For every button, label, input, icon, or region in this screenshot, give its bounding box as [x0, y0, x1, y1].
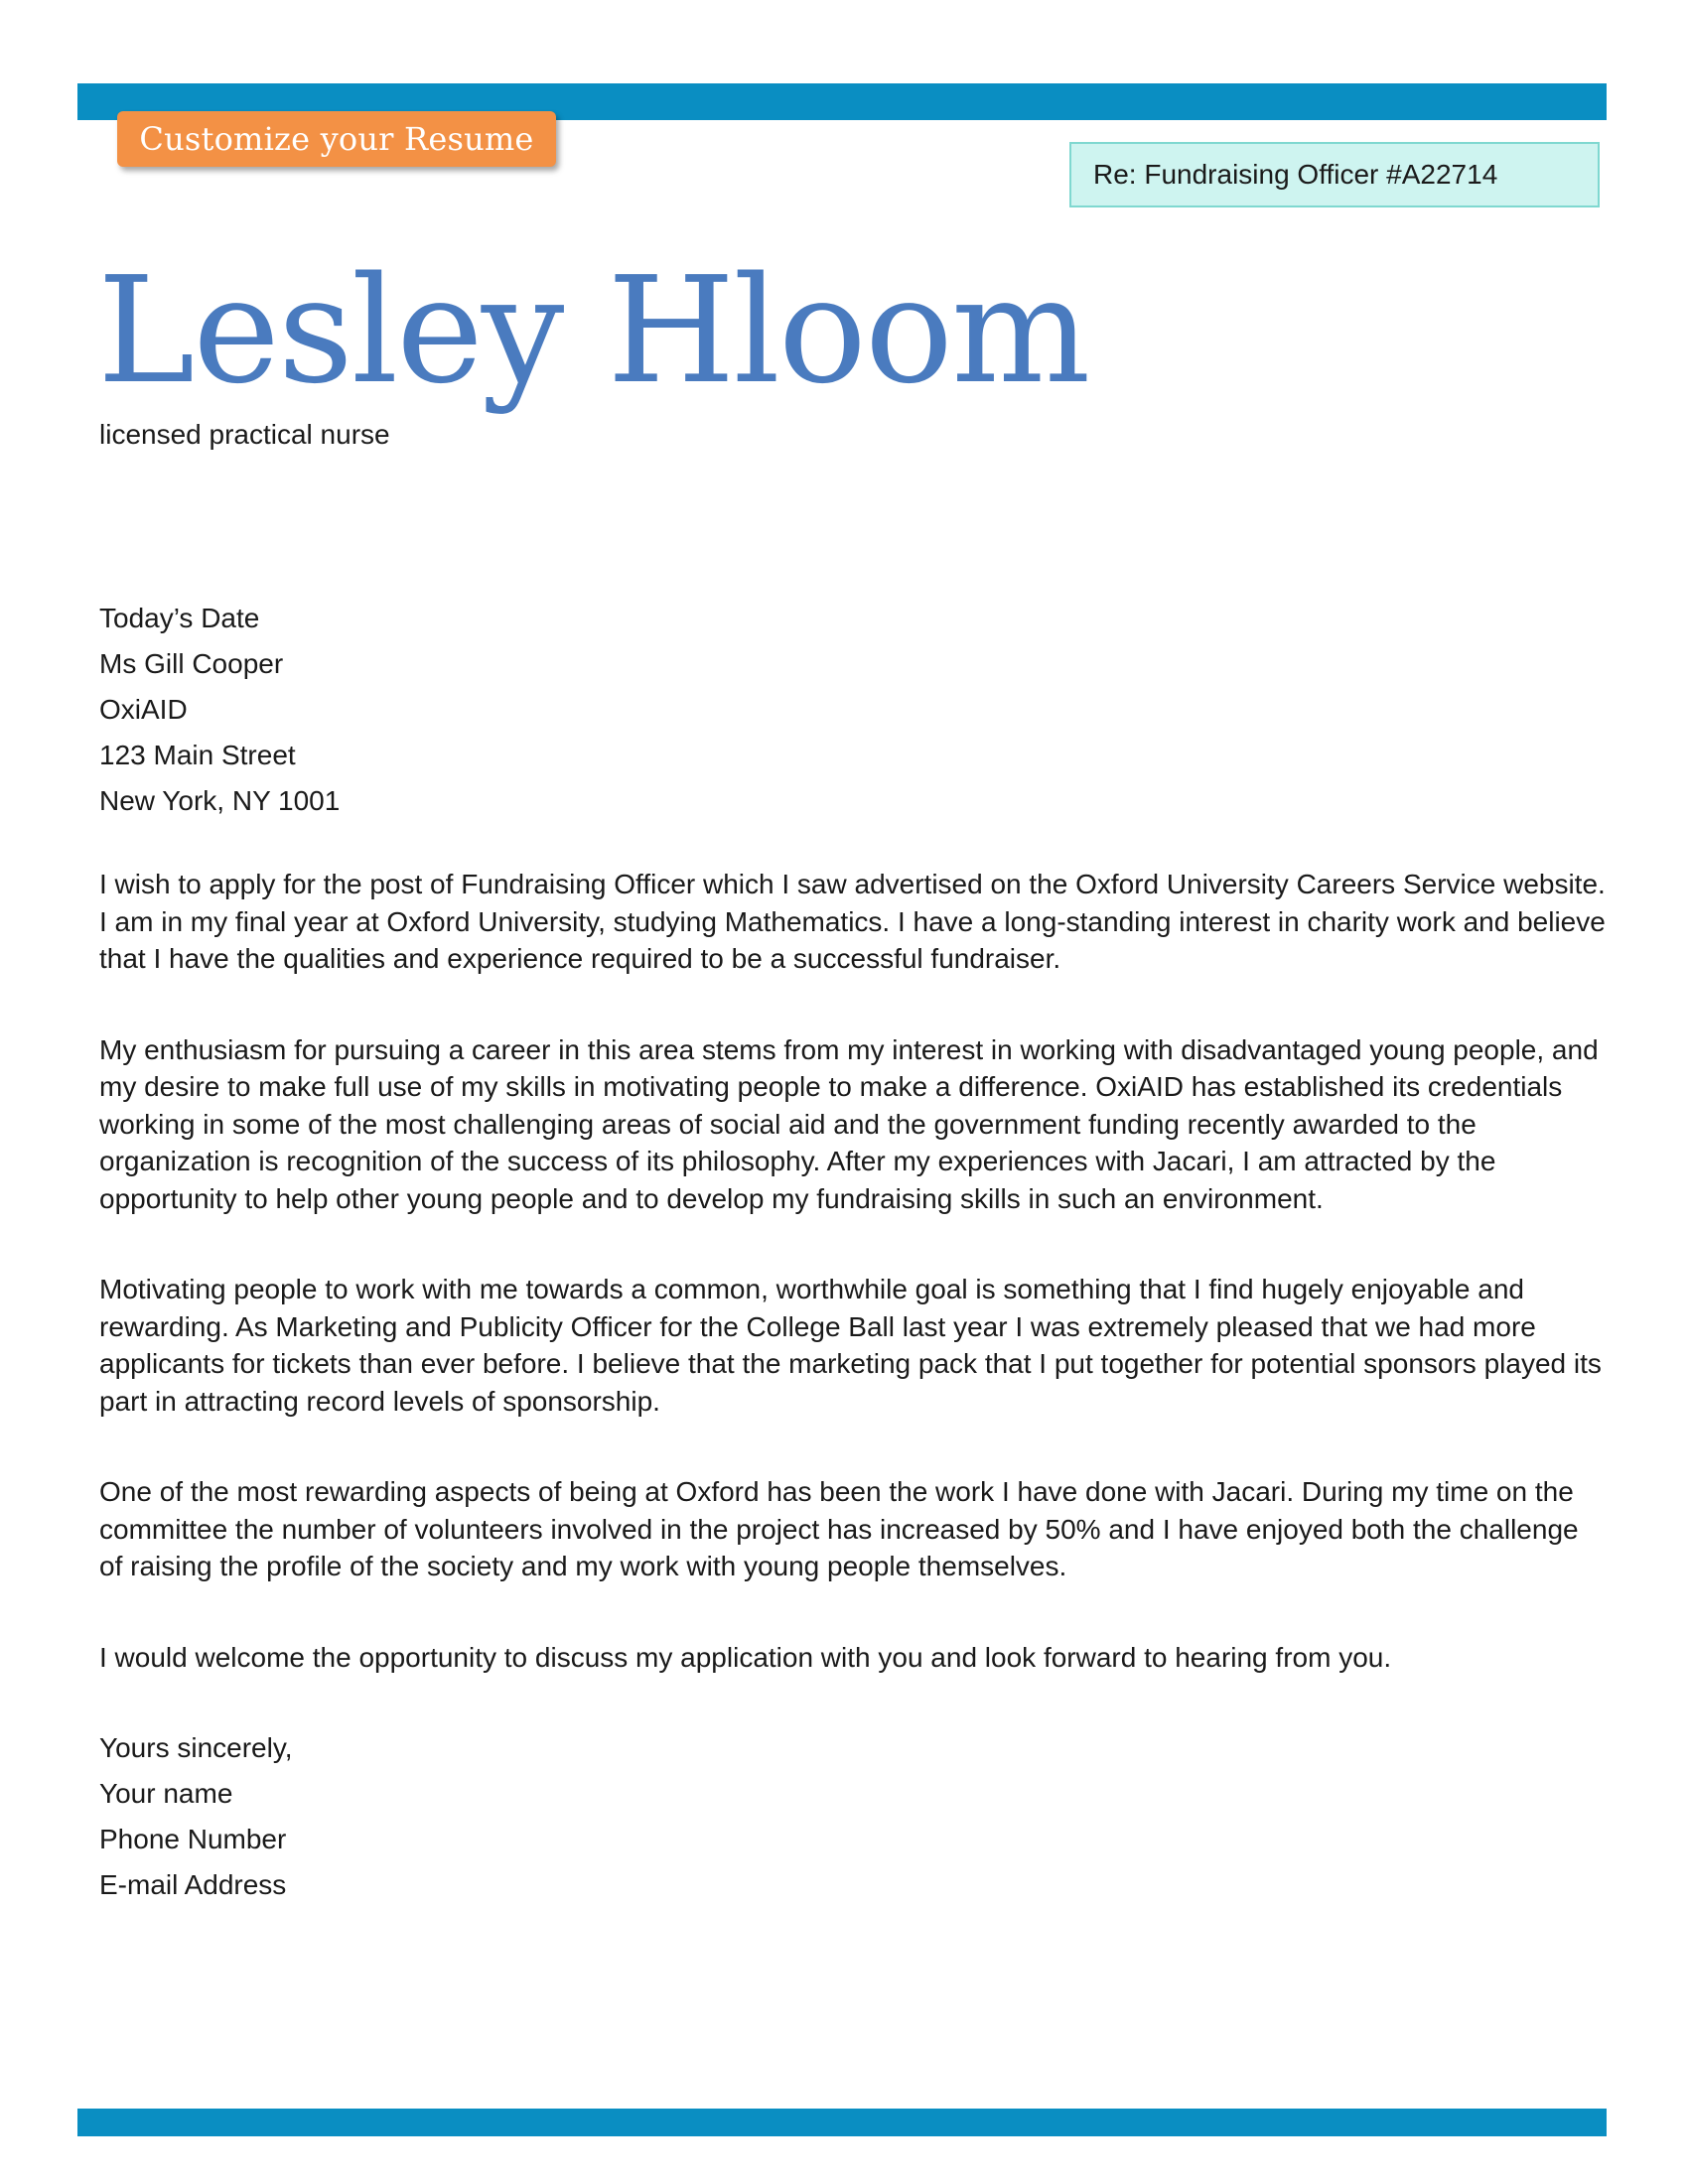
recipient-address-block: [99, 596, 340, 824]
closing-email: E-mail Address: [99, 1869, 287, 1900]
recipient-street: 123 Main Street: [99, 740, 296, 770]
letter-paragraph: One of the most rewarding aspects of being at Oxford has been the work I have done with Jacari. During my time on the committee the number of volunteers involved in the project has increased by 50% and I have enjoyed both the challenge of raising the profile of the society and my work with young people themselves.: [99, 1476, 1579, 1581]
letter-body: [99, 866, 1609, 1676]
recipient-city: New York, NY 1001: [99, 785, 341, 816]
letter-date: Today’s Date: [99, 603, 260, 633]
letter-paragraph: I wish to apply for the post of Fundraising Officer which I saw advertised on the Oxford University Careers Service website. I am in my final year at Oxford University, studying Mathematics. I have a long-standing interest in charity work and believe that I have the qualities and experience required to be a successful fundraiser.: [99, 869, 1606, 974]
letter-paragraph: Motivating people to work with me towards a common, worthwhile goal is something that I find hugely enjoyable and rewarding. As Marketing and Publicity Officer for the College Ball last year I was extremely pleased that we had more applicants for tickets than ever before. I believe that the marketing pack that I put together for potential sponsors played its part in attracting record levels of sponsorship.: [99, 1274, 1602, 1417]
recipient-name: Ms Gill Cooper: [99, 648, 284, 679]
letter-paragraph: My enthusiasm for pursuing a career in this area stems from my interest in working with disadvantaged young people, and my desire to make full use of my skills in motivating people to make a difference. OxiAID has established its credentials working in some of the most challenging areas of social aid and the government funding recently awarded to the organization is recognition of the success of its philosophy. After my experiences with Jacari, I am attracted by the opportunity to help other young people and to develop my fundraising skills in such an environment.: [99, 1033, 1599, 1214]
closing-block: [99, 1725, 293, 1908]
closing-phone: Phone Number: [99, 1824, 287, 1854]
applicant-title: licensed practical nurse: [99, 419, 390, 450]
reference-box: Re: Fundraising Officer #A22714: [1069, 142, 1600, 207]
bottom-accent-bar: [77, 2109, 1607, 2136]
recipient-company: OxiAID: [99, 694, 188, 725]
closing-name: Your name: [99, 1778, 233, 1809]
customize-resume-button[interactable]: Customize your Resume: [117, 111, 556, 167]
applicant-name: Lesley Hloom: [97, 245, 1089, 416]
closing-salutation: Yours sincerely,: [99, 1732, 293, 1763]
letter-paragraph: I would welcome the opportunity to discuss my application with you and look forward to hearing from you.: [99, 1641, 1392, 1673]
